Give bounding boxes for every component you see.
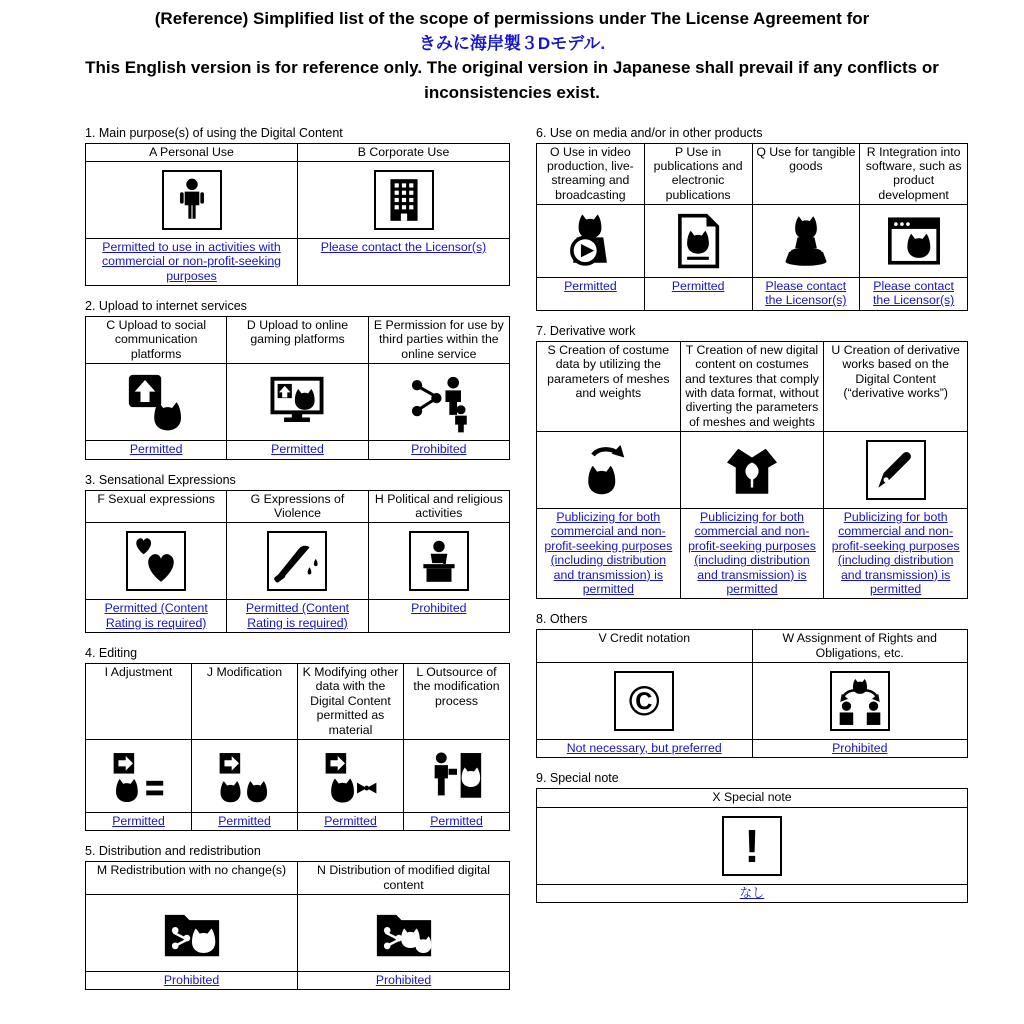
cell-label: G Expressions of Violence xyxy=(227,490,368,523)
icon-cell xyxy=(537,807,968,884)
upload-social-cat-icon xyxy=(88,371,224,433)
icon-cell xyxy=(680,432,824,509)
left-column xyxy=(85,126,510,1004)
cell-label: M Redistribution with no change(s) xyxy=(86,862,298,895)
cell-label: V Credit notation xyxy=(537,630,753,663)
cell-label: E Permission for use by third parties within the online service xyxy=(368,317,509,364)
modification-cats-icon xyxy=(194,747,295,805)
permissions-table xyxy=(536,788,968,903)
status-cell xyxy=(537,509,681,599)
status-cell xyxy=(298,812,404,830)
section-title: 6. Use on media and/or in other products xyxy=(536,125,763,140)
status-text: Permitted (Content Rating is required) xyxy=(104,601,208,630)
right-column xyxy=(536,126,968,1004)
status-text: Permitted to use in activities with commercial or non-profit-seeking purposes xyxy=(101,239,282,283)
costume-data-icon xyxy=(539,440,678,500)
icon-cell xyxy=(86,523,227,600)
status-cell xyxy=(752,278,860,311)
cell-label: L Outsource of the modification process xyxy=(404,664,510,740)
section-media-products xyxy=(536,126,968,311)
cell-label: X Special note xyxy=(537,789,968,807)
icon-cell xyxy=(404,739,510,812)
status-cell xyxy=(86,812,192,830)
outsource-icon xyxy=(406,747,507,805)
status-cell xyxy=(537,884,968,902)
status-text: Not necessary, but preferred xyxy=(566,741,722,756)
icon-cell xyxy=(298,895,510,972)
tangible-goods-icon xyxy=(755,212,858,270)
status-cell xyxy=(368,441,509,459)
section-derivative-work xyxy=(536,324,968,600)
status-text: Prohibited xyxy=(411,442,467,457)
icon-cell xyxy=(368,364,509,441)
status-cell xyxy=(227,600,368,633)
permissions-table xyxy=(536,629,968,758)
status-text: Prohibited xyxy=(375,973,432,988)
section-sensational-expressions xyxy=(85,473,510,634)
cell-label: J Modification xyxy=(192,664,298,740)
permissions-table xyxy=(85,143,510,287)
cell-label: B Corporate Use xyxy=(298,143,510,161)
permissions-table xyxy=(85,861,510,990)
icon-cell xyxy=(227,523,368,600)
permissions-table xyxy=(85,316,510,460)
cell-label: R Integration into software, such as product development xyxy=(860,143,968,205)
icon-cell xyxy=(752,205,860,278)
status-text: Please contact the Licensor(s) xyxy=(765,279,847,308)
section-title: 7. Derivative work xyxy=(536,323,636,338)
status-cell xyxy=(537,278,645,311)
status-cell xyxy=(192,812,298,830)
status-text: Permitted xyxy=(271,442,324,457)
section-distribution xyxy=(85,844,510,990)
header-disclaimer: This English version is for reference only. The original version in Japanese shall prevail if any conflicts or inconsistencies exist. xyxy=(85,58,939,102)
cell-label: W Assignment of Rights and Obligations, etc. xyxy=(752,630,968,663)
cell-label: H Political and religious activities xyxy=(368,490,509,523)
status-cell xyxy=(298,238,510,285)
status-text: Permitted xyxy=(430,813,483,828)
status-text: Publicizing for both commercial and non-profit-seeking purposes (including distribution and transmission) is permitted xyxy=(544,510,673,596)
status-text: Permitted xyxy=(564,279,617,294)
icon-cell xyxy=(298,739,404,812)
icon-cell xyxy=(824,432,968,509)
status-cell xyxy=(368,600,509,633)
status-text: なし xyxy=(739,885,765,900)
cell-label: S Creation of costume data by utilizing the parameters of meshes and weights xyxy=(537,341,681,431)
document-header xyxy=(0,0,1024,106)
status-cell xyxy=(752,740,968,758)
icon-cell xyxy=(192,739,298,812)
cell-label: I Adjustment xyxy=(86,664,192,740)
permissions-table xyxy=(85,490,510,634)
software-window-cat-icon xyxy=(862,212,965,270)
section-special-note xyxy=(536,771,968,903)
folder-share-icon xyxy=(88,902,295,964)
header-model-name-jp: きみに海岸製３Dモデル. xyxy=(418,33,606,53)
cell-label: P Use in publications and electronic publications xyxy=(644,143,752,205)
gaming-monitor-cat-icon xyxy=(229,371,365,433)
status-text: Permitted xyxy=(324,813,377,828)
status-text: Permitted (Content Rating is required) xyxy=(245,601,350,630)
permissions-table xyxy=(536,341,968,600)
exclamation-glyph: ! xyxy=(744,819,760,872)
status-text: Prohibited xyxy=(163,973,220,988)
derivative-pen-icon xyxy=(866,440,926,500)
status-cell xyxy=(680,509,824,599)
publication-document-icon xyxy=(647,212,750,270)
section-title: 8. Others xyxy=(536,612,588,627)
knife-icon xyxy=(267,531,327,591)
status-text: Permitted xyxy=(671,279,725,294)
status-cell xyxy=(86,972,298,990)
icon-cell xyxy=(368,523,509,600)
cell-label: T Creation of new digital content on costumes and textures that comply with data format, without diverting the parameters of meshes and weights xyxy=(680,341,824,431)
section-title: 1. Main purpose(s) of using the Digital Content xyxy=(85,125,343,140)
status-cell xyxy=(824,509,968,599)
status-cell xyxy=(404,812,510,830)
icon-cell xyxy=(537,205,645,278)
icon-cell xyxy=(860,205,968,278)
copyright-icon xyxy=(614,671,674,731)
status-cell xyxy=(86,238,298,285)
cell-label: U Creation of derivative works based on the Digital Content (“derivative works”) xyxy=(824,341,968,431)
status-text: Permitted xyxy=(218,813,271,828)
icon-cell xyxy=(86,739,192,812)
exclamation-icon xyxy=(722,816,782,876)
document-body xyxy=(0,126,1024,1004)
person-icon xyxy=(162,170,222,230)
icon-cell xyxy=(86,364,227,441)
status-text: Permitted xyxy=(129,442,183,457)
section-title: 5. Distribution and redistribution xyxy=(85,844,261,859)
cell-label: O Use in video production, live-streaming and broadcasting xyxy=(537,143,645,205)
status-text: Publicizing for both commercial and non-profit-seeking purposes (including distribution and transmission) is permitted xyxy=(831,510,960,596)
status-text: Prohibited xyxy=(832,741,888,756)
modify-other-data-icon xyxy=(300,747,401,805)
folder-share-modified-icon xyxy=(300,902,507,964)
icon-cell xyxy=(752,663,968,740)
status-cell xyxy=(86,600,227,633)
cell-label: A Personal Use xyxy=(86,143,298,161)
icon-cell xyxy=(537,663,753,740)
cell-label: F Sexual expressions xyxy=(86,490,227,523)
hearts-icon xyxy=(126,531,186,591)
section-others xyxy=(536,612,968,758)
icon-cell xyxy=(86,161,298,238)
section-title: 2. Upload to internet services xyxy=(85,299,247,314)
section-title: 3. Sensational Expressions xyxy=(85,472,236,487)
podium-speaker-icon xyxy=(409,531,469,591)
header-line-1: (Reference) Simplified list of the scope of permissions under The License Agreement for xyxy=(154,9,870,28)
video-production-icon xyxy=(539,212,642,270)
status-cell xyxy=(644,278,752,311)
status-cell xyxy=(537,740,753,758)
status-text: Please contact the Licensor(s) xyxy=(872,279,955,308)
icon-cell xyxy=(86,895,298,972)
status-text: Please contact the Licensor(s) xyxy=(320,239,487,254)
icon-cell xyxy=(537,432,681,509)
icon-cell xyxy=(644,205,752,278)
icon-cell xyxy=(298,161,510,238)
status-text: Permitted xyxy=(112,813,165,828)
status-text: Prohibited xyxy=(411,601,467,616)
section-upload-internet xyxy=(85,299,510,460)
section-title: 4. Editing xyxy=(85,646,138,661)
status-cell xyxy=(86,441,227,459)
copyright-glyph: © xyxy=(628,677,660,725)
status-cell xyxy=(860,278,968,311)
rights-assignment-icon xyxy=(830,671,890,731)
cell-label: Q Use for tangible goods xyxy=(752,143,860,205)
permissions-table xyxy=(536,143,968,311)
status-cell xyxy=(227,441,368,459)
third-party-share-icon xyxy=(371,371,507,433)
adjustment-arrow-cat-icon xyxy=(88,747,189,805)
section-main-purpose xyxy=(85,126,510,287)
cell-label: D Upload to online gaming platforms xyxy=(227,317,368,364)
status-cell xyxy=(298,972,510,990)
cell-label: K Modifying other data with the Digital Content permitted as material xyxy=(298,664,404,740)
cell-label: C Upload to social communication platforms xyxy=(86,317,227,364)
permissions-table xyxy=(85,663,510,831)
cell-label: N Distribution of modified digital content xyxy=(298,862,510,895)
new-costume-content-icon xyxy=(683,440,822,500)
status-text: Publicizing for both commercial and non-profit-seeking purposes (including distribution and transmission) is permitted xyxy=(688,510,816,596)
section-title: 9. Special note xyxy=(536,771,619,786)
section-editing xyxy=(85,646,510,831)
corporate-building-icon xyxy=(374,170,434,230)
icon-cell xyxy=(227,364,368,441)
